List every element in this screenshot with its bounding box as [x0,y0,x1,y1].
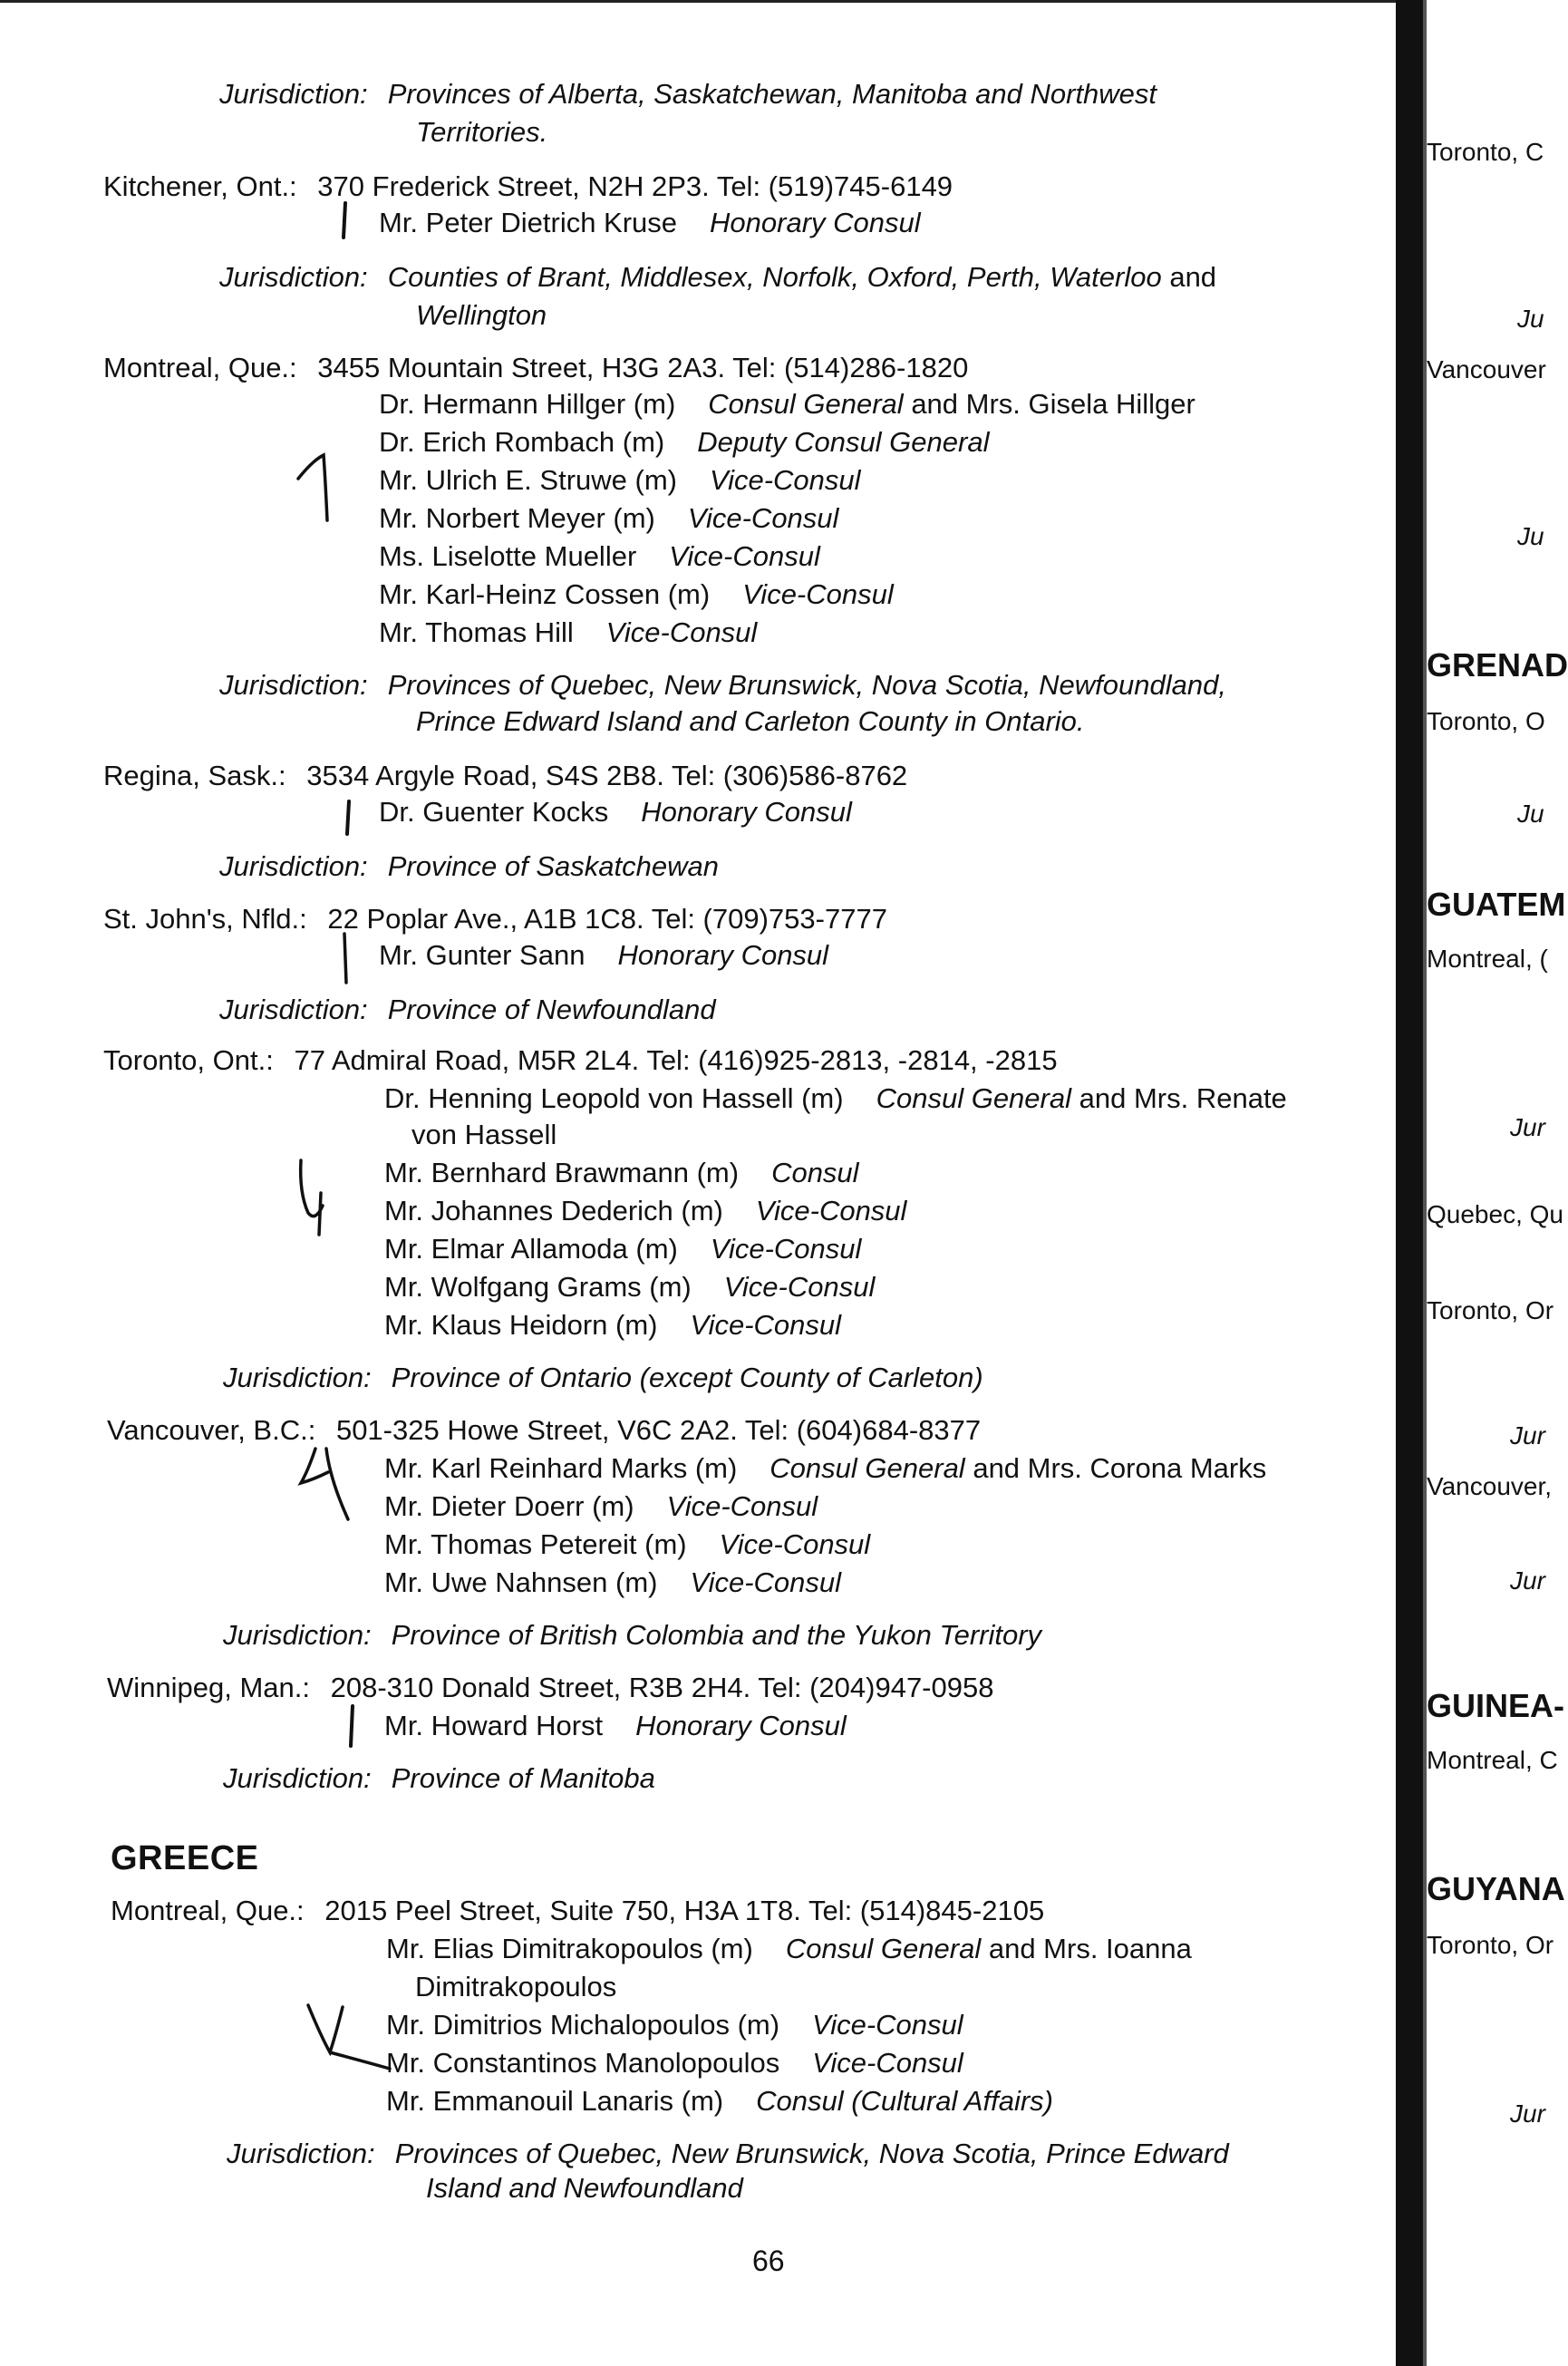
person-name: Dr. Henning Leopold von Hassell (m) [384,1082,844,1114]
person-role: Vice-Consul [812,2047,963,2079]
city-label: Montreal, Que.: [111,1895,305,1926]
handwritten-number-1-mark [295,453,340,526]
person-role: Honorary Consul [617,939,829,971]
stjohns-address-line [103,901,887,937]
person-name: Dr. Erich Rombach (m) [379,426,665,458]
person-line [386,1931,1192,1967]
facing-page-strip [1427,0,1568,2366]
address: 3455 Mountain Street, H3G 2A3. Tel: (514)286-1820 [317,352,969,383]
facing-page-text: Ju [1517,305,1544,333]
address: 3534 Argyle Road, S4S 2B8. Tel: (306)586-8762 [306,760,908,791]
person-name: Mr. Emmanouil Lanaris (m) [386,2085,724,2117]
address: 208-310 Donald Street, R3B 2H4. Tel: (204)947-0958 [330,1672,994,1703]
jurisdiction-text: Counties of Brant, Middlesex, Norfolk, Oxford, Perth, Waterloo [387,261,1162,293]
person-line [379,424,989,461]
person-role: Vice-Consul [666,1490,818,1522]
person-line [384,1081,1287,1117]
jurisdiction-line [219,667,1226,703]
person-name: Mr. Howard Horst [384,1710,604,1741]
handwritten-bracket-mark [343,798,355,838]
jurisdiction-label: Jurisdiction: [227,2138,375,2169]
person-name: Mr. Karl-Heinz Cossen (m) [379,578,711,610]
jurisdiction-text-cont: Wellington [416,299,547,331]
jurisdiction-line [227,2136,1229,2172]
person-name: Dr. Guenter Kocks [379,796,609,828]
person-line [384,1155,859,1191]
person-line [386,2083,1053,2119]
address: 22 Poplar Ave., A1B 1C8. Tel: (709)753-7777 [327,903,887,935]
page-number: 66 [752,2245,785,2277]
address: 2015 Peel Street, Suite 750, H3A 1T8. Tel: (514)845-2105 [324,1895,1045,1926]
city-label: Vancouver, B.C.: [107,1414,316,1446]
spouse: and Mrs. Gisela Hillger [911,388,1195,420]
vancouver-address-line [107,1412,981,1449]
greece-address-line [111,1893,1044,1929]
person-name: Mr. Klaus Heidorn (m) [384,1309,658,1341]
person-role: Honorary Consul [635,1710,847,1741]
facing-page-text: Jur [1510,1113,1545,1141]
facing-page-text: Montreal, ( [1427,945,1548,973]
spouse: and Mrs. Renate [1079,1082,1287,1114]
person-line [379,500,838,537]
person-name: Mr. Norbert Meyer (m) [379,502,655,534]
facing-page-text: Jur [1510,1421,1545,1450]
facing-page-text: Jur [1510,1566,1545,1595]
facing-page-text: Ju [1517,522,1544,550]
address: 370 Frederick Street, N2H 2P3. Tel: (519)745-6149 [317,170,953,202]
jurisdiction-label: Jurisdiction: [219,78,368,110]
person-role: Vice-Consul [687,502,839,534]
person-name: Mr. Wolfgang Grams (m) [384,1271,692,1303]
person-role: Consul General [708,388,904,420]
kitchener-address-line [103,169,953,205]
city-label: St. John's, Nfld.: [103,903,307,935]
person-name: Mr. Gunter Sann [379,939,586,971]
jurisdiction-text: Provinces of Quebec, New Brunswick, Nova Scotia, Prince Edward [394,2138,1229,2169]
person-name: Dr. Hermann Hillger (m) [379,388,676,420]
facing-page-text: Ju [1517,800,1544,828]
person-line [379,462,861,499]
spouse: and Mrs. Corona Marks [973,1452,1267,1484]
person-line [384,1231,861,1267]
facing-page-heading: GUATEM [1427,886,1566,923]
person-line [386,2007,963,2043]
person-role: Vice-Consul [690,1566,842,1598]
jurisdiction-text-cont: Territories. [416,116,548,148]
person-name: Mr. Karl Reinhard Marks (m) [384,1452,738,1484]
handwritten-number-4-mark [295,1157,341,1238]
person-line [384,1527,870,1563]
jurisdiction-label: Jurisdiction: [219,669,368,701]
jurisdiction-and: and [1169,261,1217,293]
handwritten-number-4-mark [295,1443,359,1525]
jurisdiction-line [219,992,716,1028]
winnipeg-address-line [107,1670,993,1706]
person-name: Mr. Thomas Petereit (m) [384,1528,687,1560]
person-role: Honorary Consul [710,207,921,238]
person-role: Vice-Consul [755,1195,907,1227]
person-line [384,1269,875,1305]
person-name: Mr. Elias Dimitrakopoulos (m) [386,1933,753,1964]
facing-page-heading: GUINEA- [1427,1687,1564,1724]
person-role: Vice-Consul [605,616,758,648]
address: 77 Admiral Road, M5R 2L4. Tel: (416)925-2813, -2814, -2815 [294,1044,1058,1076]
person-line [379,937,828,974]
jurisdiction-text: Province of Manitoba [391,1762,655,1794]
person-role: Deputy Consul General [697,426,990,458]
jurisdiction-text: Province of Saskatchewan [387,850,719,882]
person-role: Consul [771,1157,859,1188]
person-line [379,386,1195,422]
person-line [386,2045,963,2081]
facing-page-text: Vancouver [1427,355,1546,383]
jurisdiction-line [223,1617,1041,1653]
city-label: Toronto, Ont.: [103,1044,274,1076]
jurisdiction-line [219,76,1157,112]
person-role: Vice-Consul [709,464,861,496]
person-line [384,1450,1266,1487]
facing-page-heading: GRENAD [1427,646,1568,684]
jurisdiction-label: Jurisdiction: [223,1362,372,1393]
person-role: Vice-Consul [742,578,894,610]
person-name: Mr. Ulrich E. Struwe (m) [379,464,677,496]
person-role: Consul General [785,1933,982,1964]
jurisdiction-line [219,848,719,885]
person-role: Vice-Consul [669,540,820,572]
person-role: Honorary Consul [641,796,852,828]
person-line [379,577,894,613]
person-name: Mr. Uwe Nahnsen (m) [384,1566,658,1598]
person-name: Mr. Dieter Doerr (m) [384,1490,634,1522]
person-role: Consul (Cultural Affairs) [756,2085,1053,2117]
jurisdiction-text-cont: Prince Edward Island and Carleton County in Ontario. [416,705,1085,737]
facing-page-text: Vancouver, [1427,1472,1553,1500]
handwritten-bracket-mark [339,930,352,986]
spouse: and Mrs. Ioanna [988,1933,1192,1964]
person-line [384,1307,841,1343]
person-name: Ms. Liselotte Mueller [379,540,637,572]
book-spine-shadow [1396,0,1423,2366]
person-name: Mr. Thomas Hill [379,616,574,648]
person-role: Vice-Consul [690,1309,842,1341]
city-label: Winnipeg, Man.: [107,1672,310,1703]
spouse-cont: von Hassell [411,1119,557,1150]
jurisdiction-label: Jurisdiction: [223,1619,372,1651]
jurisdiction-line [223,1360,983,1396]
address: 501-325 Howe Street, V6C 2A2. Tel: (604)684-8377 [335,1414,982,1446]
person-line [379,205,921,241]
person-role: Vice-Consul [723,1271,876,1303]
facing-page-text: Toronto, Or [1427,1931,1554,1959]
jurisdiction-label: Jurisdiction: [219,994,368,1025]
facing-page-text: Montreal, C [1427,1746,1558,1774]
person-role: Vice-Consul [719,1528,871,1560]
jurisdiction-label: Jurisdiction: [219,261,368,293]
toronto-address-line [103,1042,1058,1079]
person-role: Vice-Consul [812,2009,963,2041]
handwritten-bracket-mark [346,1702,359,1750]
jurisdiction-label: Jurisdiction: [219,850,368,882]
facing-page-text: Toronto, O [1427,707,1545,735]
person-name: Mr. Johannes Dederich (m) [384,1195,723,1227]
regina-address-line [103,758,907,794]
person-name: Mr. Peter Dietrich Kruse [379,207,678,238]
facing-page-text: Jur [1510,2099,1545,2128]
country-heading: GREECE [111,1839,259,1877]
person-line [384,1565,841,1601]
person-name: Mr. Dimitrios Michalopoulos (m) [386,2009,780,2041]
jurisdiction-text: Province of Newfoundland [387,994,716,1025]
person-line [379,615,757,651]
handwritten-bracket-mark [339,199,352,241]
facing-page-heading: GUYANA [1427,1870,1565,1907]
person-name: Mr. Elmar Allamoda (m) [384,1233,678,1265]
person-line [379,794,852,830]
jurisdiction-text-cont: Island and Newfoundland [426,2172,743,2204]
person-line [384,1708,847,1744]
person-role: Consul General [769,1452,965,1484]
jurisdiction-text: Provinces of Alberta, Saskatchewan, Manitoba and Northwest [387,78,1157,110]
person-line [384,1193,906,1229]
facing-page-text: Toronto, Or [1427,1296,1554,1324]
jurisdiction-line [219,259,1216,296]
spouse-cont: Dimitrakopoulos [415,1971,617,2002]
jurisdiction-text: Province of British Colombia and the Yukon Territory [391,1619,1042,1651]
city-label: Regina, Sask.: [103,760,286,791]
montreal-address-line [103,350,968,386]
facing-page-text: Quebec, Qu [1427,1200,1563,1228]
city-label: Montreal, Que.: [103,352,297,383]
facing-page-text: Toronto, C [1427,138,1544,166]
person-role: Consul General [876,1082,1071,1114]
jurisdiction-label: Jurisdiction: [223,1762,372,1794]
jurisdiction-line [223,1760,655,1797]
person-line [384,1488,818,1525]
jurisdiction-text: Province of Ontario (except County of Carleton) [391,1362,983,1393]
person-line [379,538,820,575]
jurisdiction-text: Provinces of Quebec, New Brunswick, Nova Scotia, Newfoundland, [387,669,1226,701]
city-label: Kitchener, Ont.: [103,170,297,202]
person-name: Mr. Constantinos Manolopoulos [386,2047,780,2079]
person-role: Vice-Consul [710,1233,862,1265]
handwritten-number-4-mark [303,2000,393,2072]
person-name: Mr. Bernhard Brawmann (m) [384,1157,740,1188]
